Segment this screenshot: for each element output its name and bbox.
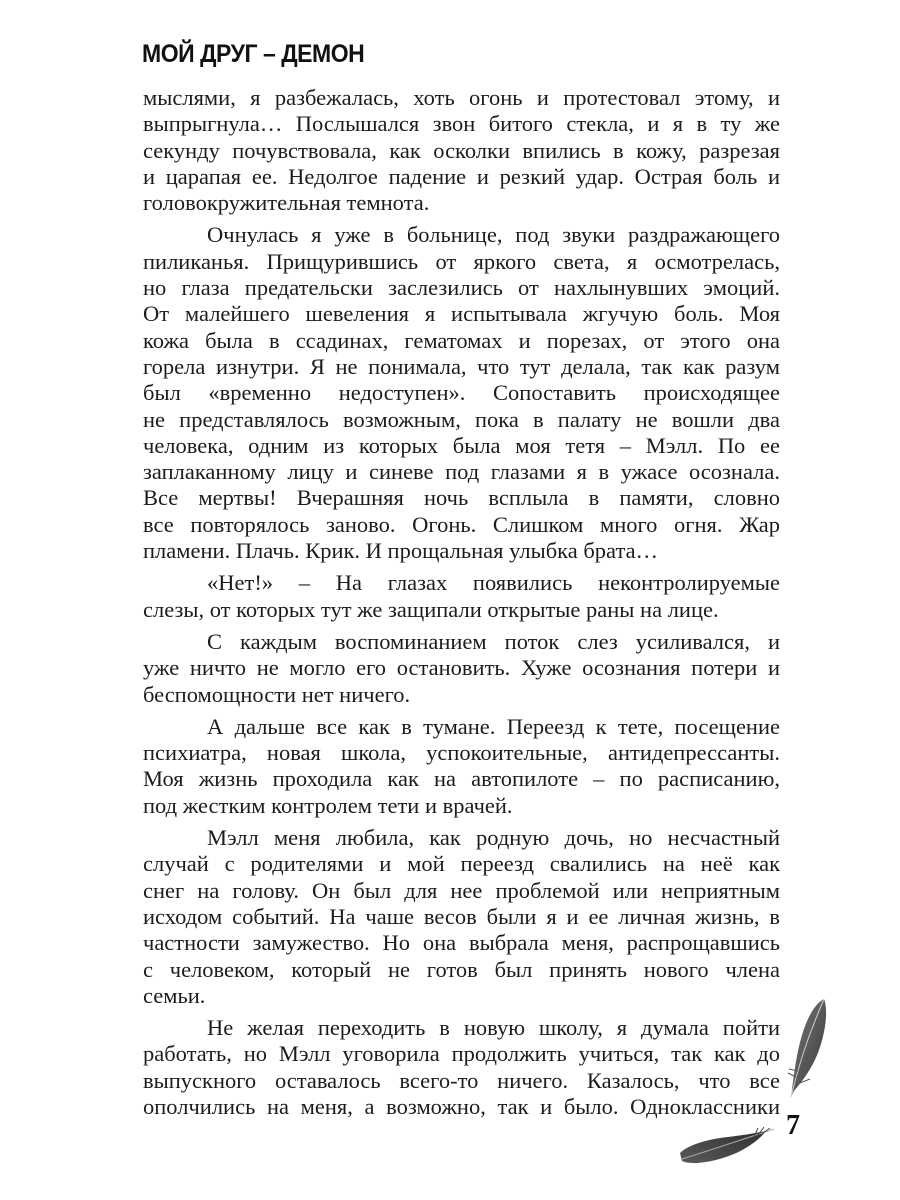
text-line: был «временно недоступен». Сопоставить происходящее bbox=[143, 380, 780, 406]
text-line: не представлялось возможным, пока в палату не вошли два bbox=[143, 406, 780, 432]
text-line: ополчились на меня, а возможно, так и было. Одноклассники bbox=[143, 1093, 780, 1119]
text-line: снег на голову. Он был для нее проблемой или неприятным bbox=[143, 877, 780, 903]
paragraph bbox=[143, 629, 780, 708]
paragraph bbox=[143, 222, 780, 564]
text-line: с человеком, который не готов был принять нового члена bbox=[143, 956, 780, 982]
text-line: слезы, от которых тут же защипали открытые раны на лице. bbox=[143, 596, 719, 622]
text-line: Все мертвы! Вчерашняя ночь всплыла в памяти, словно bbox=[143, 485, 780, 511]
text-line: и царапая ее. Недолгое падение и резкий удар. Острая боль и bbox=[143, 163, 780, 189]
text-line: выпрыгнула… Послышался звон битого стекла, и я в ту же bbox=[143, 111, 780, 137]
text-line: От малейшего шевеления я испытывала жгучую боль. Моя bbox=[143, 301, 780, 327]
text-line: кожа была в ссадинах, гематомах и порезах, от этого она bbox=[143, 327, 780, 353]
text-line: Моя жизнь проходила как на автопилоте – по расписанию, bbox=[143, 766, 780, 792]
running-title: МОЙ ДРУГ – ДЕМОН bbox=[142, 40, 365, 68]
text-line: человека, одним из которых была моя тетя – Мэлл. По ее bbox=[143, 432, 780, 458]
text-line: психиатра, новая школа, успокоительные, антидепрессанты. bbox=[143, 740, 780, 766]
text-line: выпускного оставалось всего-то ничего. Казалось, что все bbox=[143, 1067, 780, 1093]
text-line: Очнулась я уже в больнице, под звуки раздражающего bbox=[207, 222, 780, 248]
text-line: секунду почувствовала, как осколки впились в кожу, разрезая bbox=[143, 137, 780, 163]
text-line: исходом событий. На чаше весов были я и ее личная жизнь, в bbox=[143, 903, 780, 929]
text-line: заплаканному лицу и синеве под глазами я в ужасе осознала. bbox=[143, 459, 780, 485]
paragraph bbox=[143, 714, 780, 819]
text-line: «Нет!» – На глазах появились неконтролируемые bbox=[207, 570, 780, 596]
paragraph bbox=[143, 1015, 780, 1120]
feather-icon bbox=[782, 995, 832, 1100]
text-line: частности замужество. Но она выбрала меня, распрощавшись bbox=[143, 930, 780, 956]
text-line: Мэлл меня любила, как родную дочь, но несчастный bbox=[207, 825, 780, 851]
paragraph bbox=[143, 85, 780, 216]
text-line: С каждым воспоминанием поток слез усиливался, и bbox=[207, 628, 780, 654]
text-line: беспомощности нет ничего. bbox=[143, 681, 411, 707]
text-line: горела изнутри. Я не понимала, что тут делала, так как разум bbox=[143, 353, 780, 379]
feather-icon bbox=[678, 1125, 778, 1173]
text-line: случай с родителями и мой переезд свалились на неё как bbox=[143, 851, 780, 877]
text-line: Не желая переходить в новую школу, я думала пойти bbox=[207, 1015, 780, 1041]
paragraph bbox=[143, 825, 780, 1009]
text-line: головокружительная темнота. bbox=[143, 190, 430, 216]
paragraph bbox=[143, 570, 780, 623]
text-line: работать, но Мэлл уговорила продолжить учиться, так как до bbox=[143, 1041, 780, 1067]
body-text bbox=[143, 85, 780, 1126]
text-line: пламени. Плачь. Крик. И прощальная улыбка брата… bbox=[143, 538, 659, 564]
text-line: семьи. bbox=[143, 982, 206, 1008]
text-line: уже ничто не могло его остановить. Хуже осознания потери и bbox=[143, 655, 780, 681]
text-line: но глаза предательски заслезились от нахлынувших эмоций. bbox=[143, 275, 780, 301]
text-line: мыслями, я разбежалась, хоть огонь и протестовал этому, и bbox=[143, 85, 780, 110]
text-line: А дальше все как в тумане. Переезд к тете, посещение bbox=[207, 713, 780, 739]
text-line: все повторялось заново. Огонь. Слишком много огня. Жар bbox=[143, 511, 780, 537]
page-number: 7 bbox=[786, 1110, 800, 1141]
text-line: под жестким контролем тети и врачей. bbox=[143, 792, 513, 818]
text-line: пиликанья. Прищурившись от яркого света, я осмотрелась, bbox=[143, 248, 780, 274]
